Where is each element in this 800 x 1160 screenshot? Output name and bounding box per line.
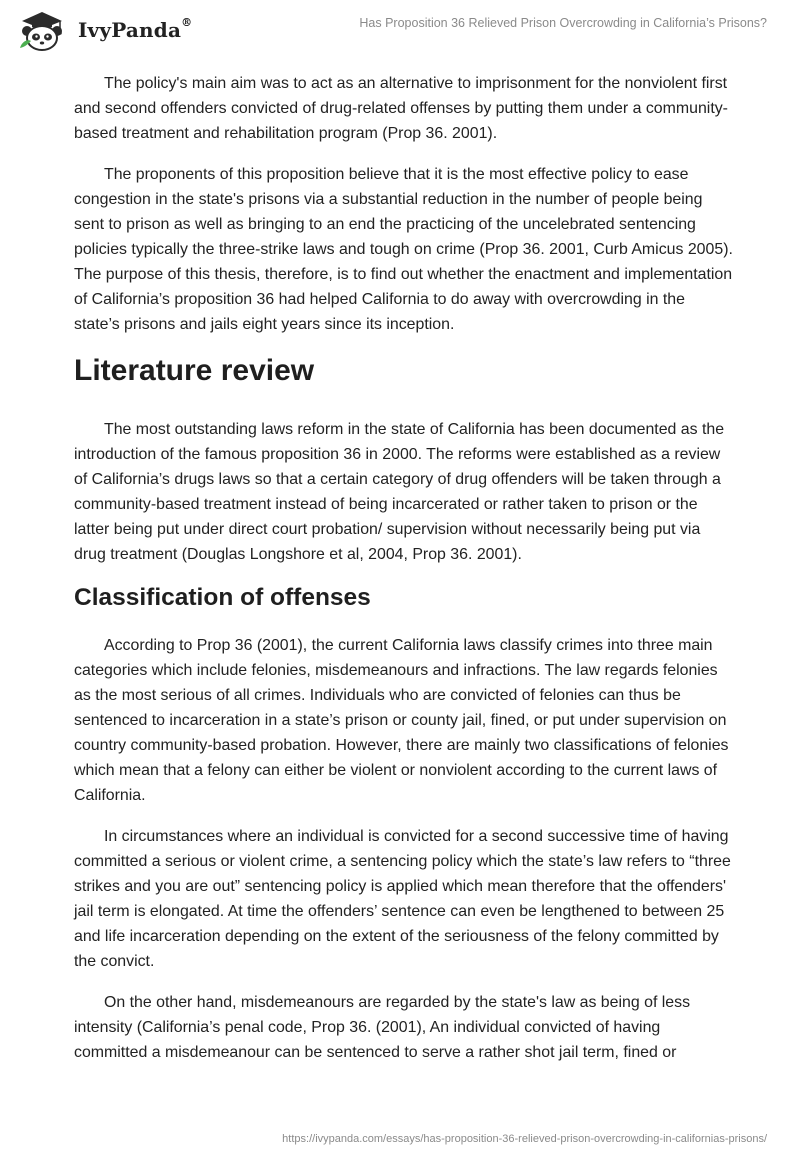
brand-name: IvyPanda® [78, 16, 193, 42]
panda-graduate-icon [14, 8, 74, 52]
paragraph: In circumstances where an individual is convicted for a second successive time of having committed a serious or violent crime, a sentencing policy which the state’s law refers to “three strikes and you are out” sentencing policy is applied which mean therefore that the offenders' jail term is elongated. At time the offenders’ sentence can even be lengthened to between 25 and life incarceration depending on the extent of the seriousness of the felony committed by the convict. [74, 828, 731, 970]
paragraph: The most outstanding laws reform in the state of California has been documented as the introduction of the famous proposition 36 in 2000. The reforms were established as a review of California’s drugs laws so that a certain category of drug offenders will be taken through a community-based treatment instead of being incarcerated or rather taken to prison or the latter being put under direct court probation/ supervision without necessarily being put via drug treatment (Douglas Longshore et al, 2004, Prop 36. 2001). [74, 421, 725, 563]
article-body [74, 71, 734, 1081]
paragraph: On the other hand, misdemeanours are regarded by the state's law as being of less intensity (California’s penal code, Prop 36. (2001), An individual convicted of having committed a misdemeanour can be sentenced to serve a rather shot jail term, fined or [74, 994, 691, 1061]
section-heading-classification: Classification of offenses [74, 584, 371, 611]
paragraph: According to Prop 36 (2001), the current California laws classify crimes into three main categories which include felonies, misdemeanours and infractions. The law regards felonies as the most serious of all crimes. Individuals who are convicted of felonies can thus be sentenced to incarceration in a state’s prison or county jail, fined, or put under supervision on country community-based probation. However, there are mainly two classifications of felonies which mean that a felony can either be violent or nonviolent according to the current laws of California. [74, 637, 729, 804]
brand-logo[interactable] [14, 8, 192, 52]
paragraph: The policy's main aim was to act as an alternative to imprisonment for the nonviolent first and second offenders convicted of drug-related offenses by putting them under a community-based treatment and rehabilitation program (Prop 36. 2001). [74, 75, 728, 142]
section-heading-literature-review: Literature review [74, 354, 315, 387]
document-title: Has Proposition 36 Relieved Prison Overcrowding in California’s Prisons? [359, 16, 767, 30]
paragraph: The proponents of this proposition believe that it is the most effective policy to ease congestion in the state's prisons via a substantial reduction in the number of people being sent to prison as well as bringing to an end the practicing of the uncelebrated sentencing policies typically the three-strike laws and tough on crime (Prop 36. 2001, Curb Amicus 2005). The purpose of this thesis, therefore, is to find out whether the enactment and implementation of California’s proposition 36 had helped California to do away with overcrowding in the state’s prisons and jails eight years since its inception. [74, 166, 733, 333]
page-header [0, 0, 800, 70]
source-url[interactable]: https://ivypanda.com/essays/has-proposition-36-relieved-prison-overcrowding-in-californias-prisons/ [282, 1133, 767, 1145]
